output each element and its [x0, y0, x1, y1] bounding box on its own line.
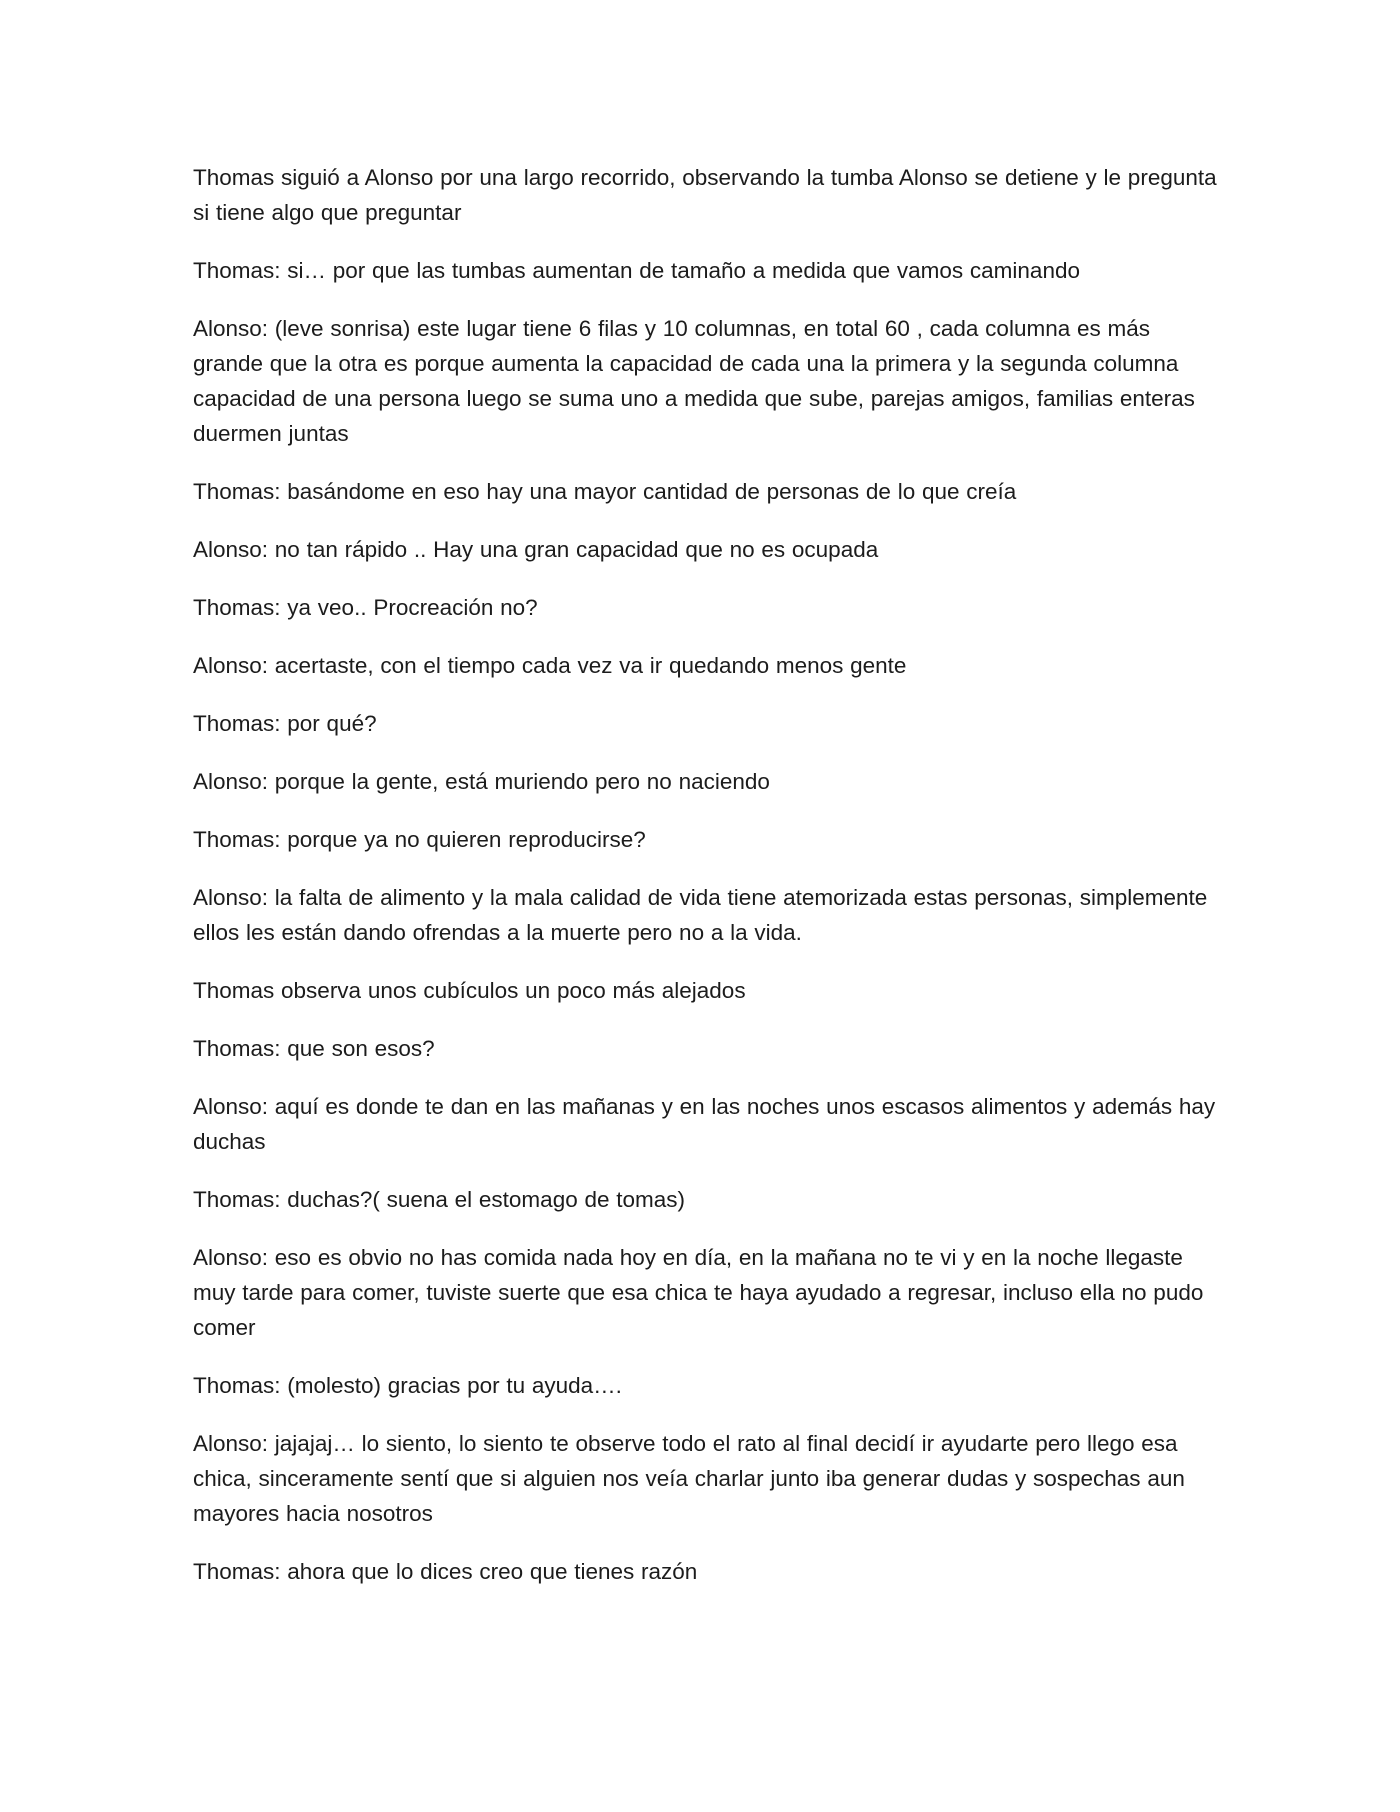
paragraph-dialogue: Thomas: si… por que las tumbas aumentan de tamaño a medida que vamos caminando	[193, 258, 1080, 283]
paragraph-dialogue: Thomas: duchas?( suena el estomago de tomas)	[193, 1187, 686, 1212]
paragraph-dialogue: Alonso: jajajaj… lo siento, lo siento te observe todo el rato al final decidí ir ayudarte pero llego esa chica, sinceramente sentí que si alguien nos veía charlar junto iba generar dudas y sospechas aun mayores hacia nosotros	[193, 1431, 1185, 1526]
paragraph-dialogue: Alonso: porque la gente, está muriendo pero no naciendo	[193, 769, 770, 794]
paragraph-dialogue: Thomas: ya veo.. Procreación no?	[193, 595, 538, 620]
paragraph-dialogue: Alonso: no tan rápido .. Hay una gran capacidad que no es ocupada	[193, 537, 879, 562]
paragraph-dialogue: Thomas: ahora que lo dices creo que tienes razón	[193, 1559, 698, 1584]
paragraph-dialogue: Alonso: acertaste, con el tiempo cada vez va ir quedando menos gente	[193, 653, 907, 678]
paragraph-narration: Thomas siguió a Alonso por una largo recorrido, observando la tumba Alonso se detiene y le pregunta si tiene algo que preguntar	[193, 165, 1217, 225]
paragraph-dialogue: Thomas: que son esos?	[193, 1036, 435, 1061]
paragraph-dialogue: Alonso: la falta de alimento y la mala calidad de vida tiene atemorizada estas personas, simplemente ellos les están dando ofrendas a la muerte pero no a la vida.	[193, 885, 1208, 945]
paragraph-dialogue: Thomas: porque ya no quieren reproducirse?	[193, 827, 646, 852]
paragraph-narration: Thomas observa unos cubículos un poco más alejados	[193, 978, 746, 1003]
document-body	[193, 160, 1223, 1612]
paragraph-dialogue: Alonso: eso es obvio no has comida nada hoy en día, en la mañana no te vi y en la noche llegaste muy tarde para comer, tuviste suerte que esa chica te haya ayudado a regresar, incluso ella no pudo comer	[193, 1245, 1204, 1340]
paragraph-dialogue: Alonso: (leve sonrisa) este lugar tiene 6 filas y 10 columnas, en total 60 , cada columna es más grande que la otra es porque aumenta la capacidad de cada una la primera y la segunda columna capacidad de una persona luego se suma uno a medida que sube, parejas amigos, familias enteras duermen juntas	[193, 316, 1195, 446]
paragraph-dialogue: Thomas: basándome en eso hay una mayor cantidad de personas de lo que creía	[193, 479, 1017, 504]
paragraph-dialogue: Thomas: (molesto) gracias por tu ayuda….	[193, 1373, 622, 1398]
paragraph-dialogue: Thomas: por qué?	[193, 711, 377, 736]
paragraph-dialogue: Alonso: aquí es donde te dan en las mañanas y en las noches unos escasos alimentos y además hay duchas	[193, 1094, 1216, 1154]
